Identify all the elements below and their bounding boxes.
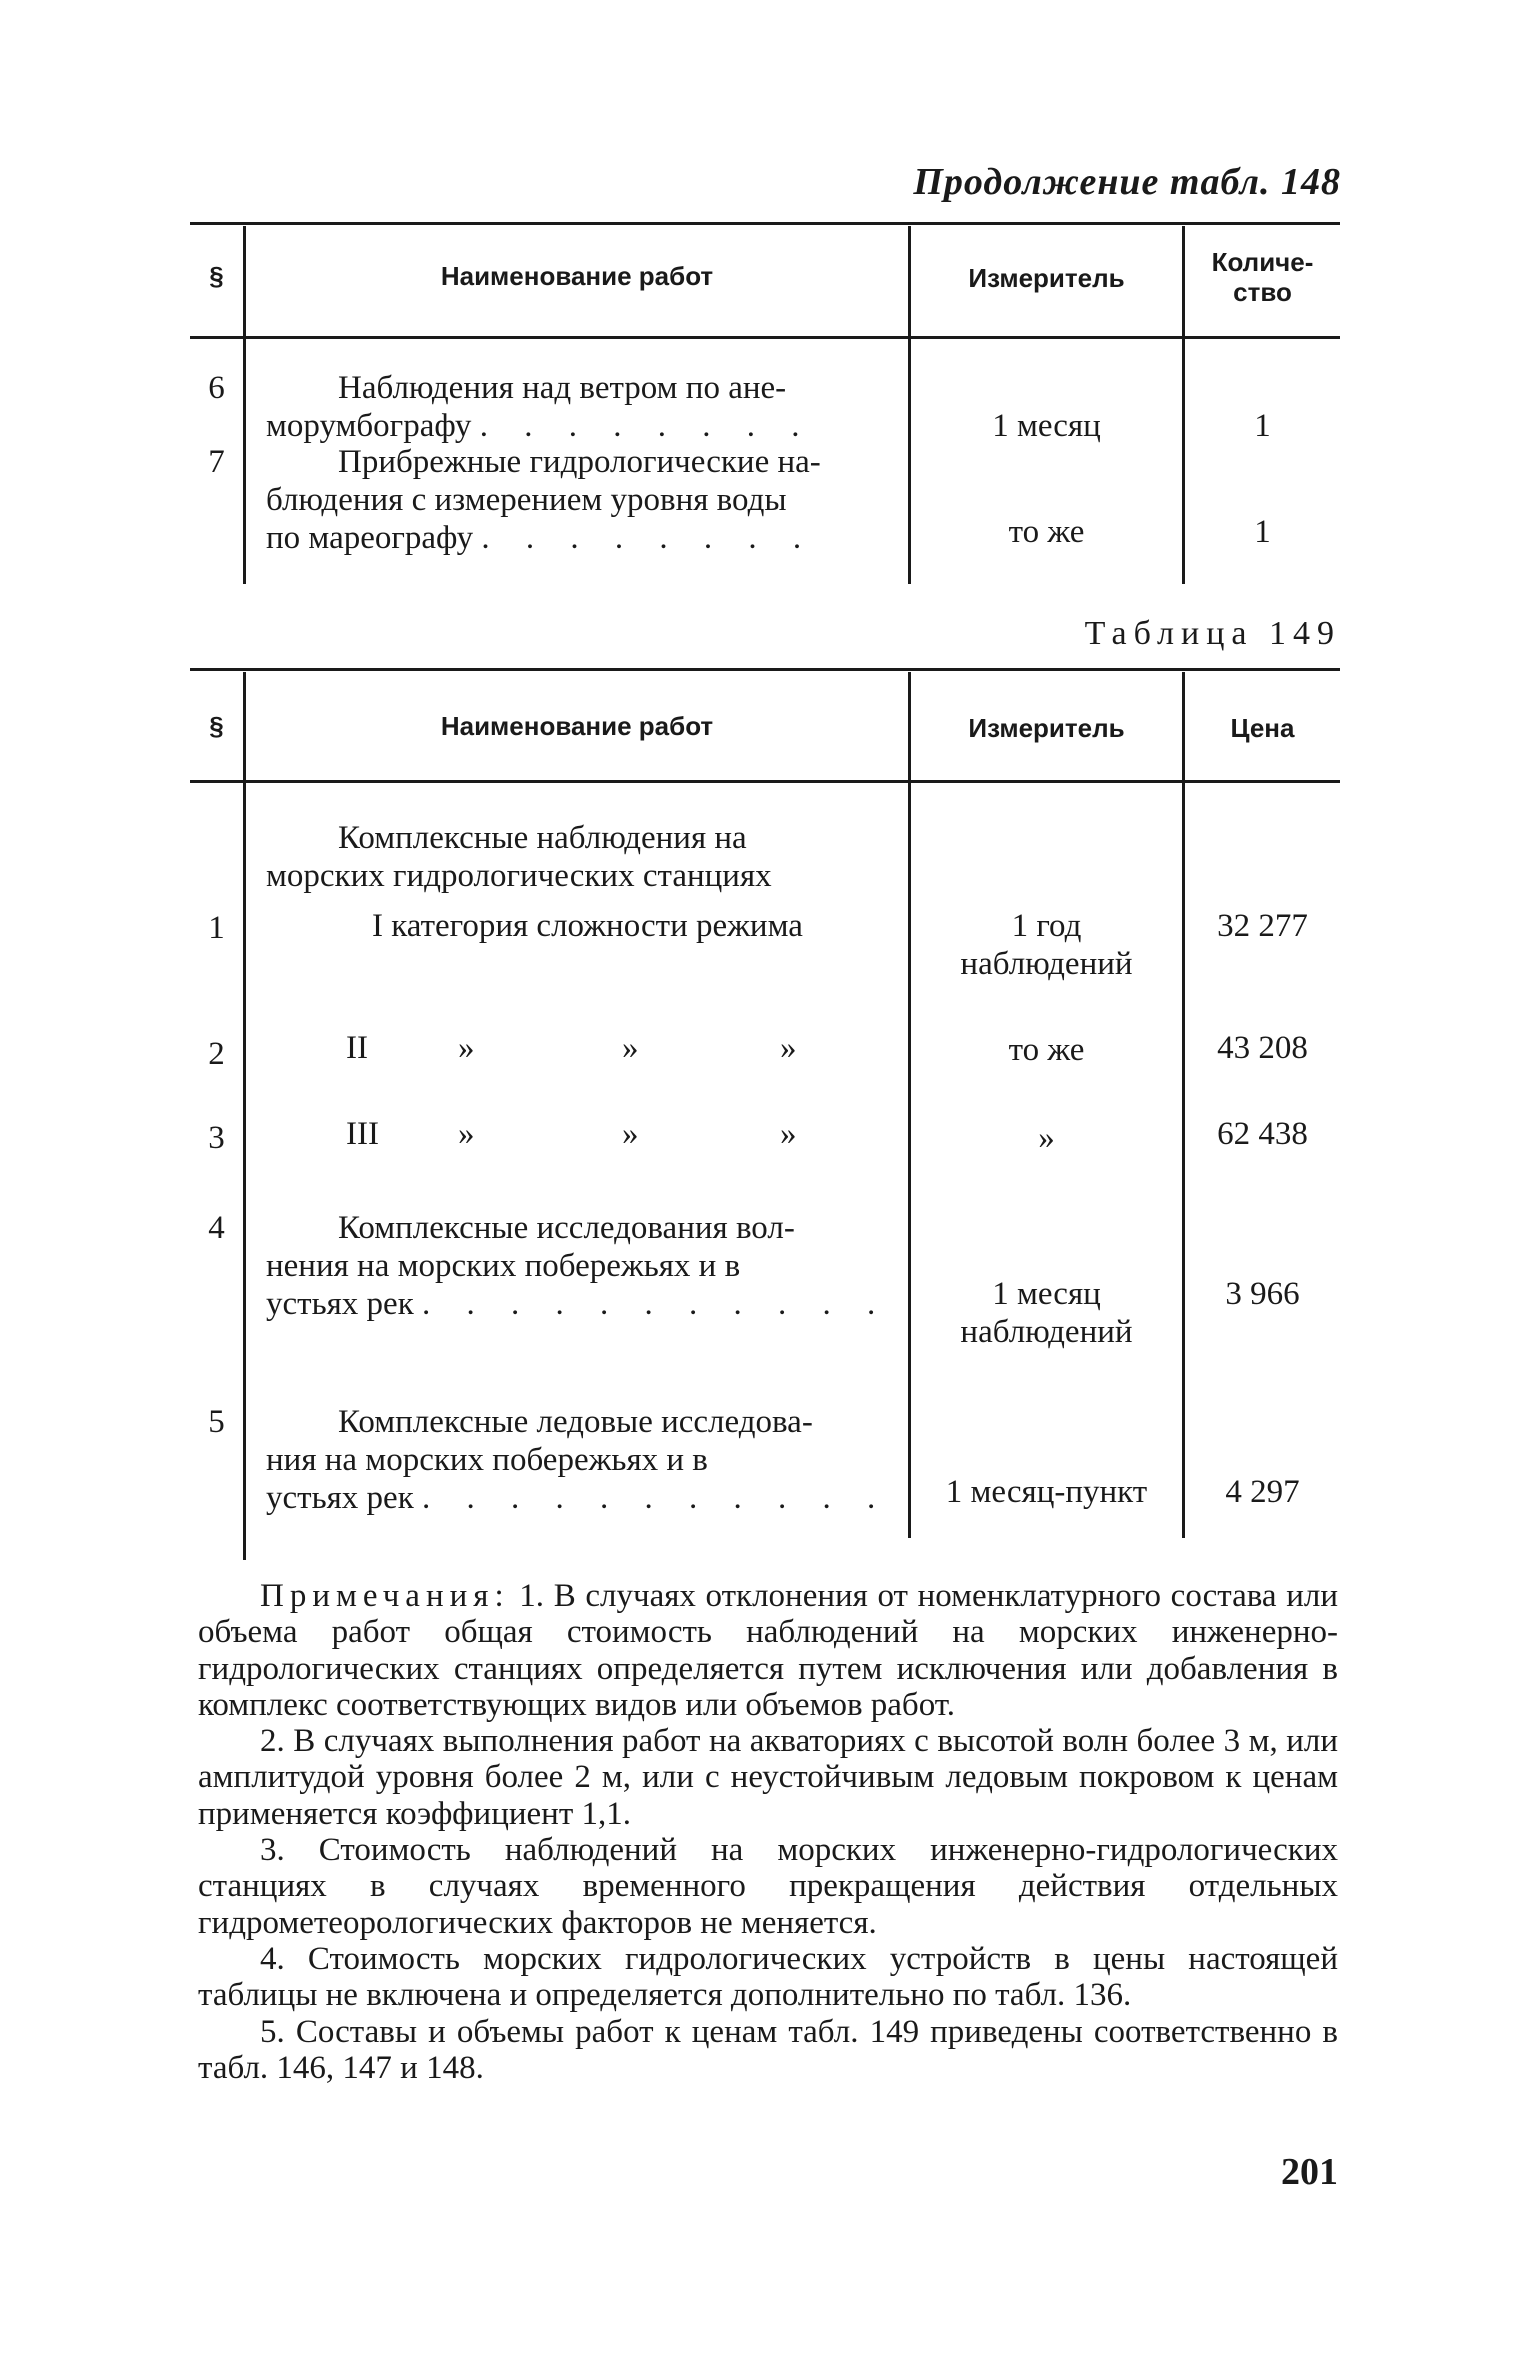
table-149-divider: [1182, 672, 1185, 1538]
row-name: I категория сложности режима: [372, 908, 803, 944]
table-149-divider: [243, 672, 246, 1560]
row-number: 6: [208, 370, 225, 406]
ditto-mark: »: [622, 1030, 639, 1066]
row-price: 32 277: [1217, 908, 1308, 944]
notes-section: [198, 1578, 1338, 2086]
row-number: 2: [208, 1036, 225, 1072]
ditto-mark: »: [458, 1030, 475, 1066]
table-149-top-rule: [190, 668, 1340, 671]
row-price: 4 297: [1225, 1474, 1300, 1510]
header-unit: Измеритель: [968, 713, 1125, 743]
row-unit: то же: [1008, 514, 1085, 550]
header-section: §: [209, 711, 224, 741]
row-name: Прибрежные гидрологические на- блюдения с измерением уровня воды по мареографу . . . . . . . .: [266, 444, 821, 556]
note-2: 2. В случаях выполнения работ на акваториях с высотой волн более 3 м, или амплитудой уровня более 2 м, или с неустойчивым ледовым покровом к ценам применяется коэффициент 1,1.: [198, 1723, 1338, 1832]
header-name: Наименование работ: [440, 261, 714, 291]
header-quantity: Количе- ство: [1211, 247, 1314, 307]
row-number: 5: [208, 1404, 225, 1440]
row-price: 43 208: [1217, 1030, 1308, 1066]
ditto-mark: »: [622, 1116, 639, 1152]
row-price: 62 438: [1217, 1116, 1308, 1152]
row-number: 4: [208, 1210, 225, 1246]
note-1: 1. В случаях отклонения от номенклатурного состава или объема работ общая стоимость наблюдений на морских инженерно-гидрологических станциях определяется путем исключения или добавления в комплекс соответствующих видов или объемов работ.: [198, 1578, 1338, 1723]
row-number: 1: [208, 910, 225, 946]
table-148-top-rule: [190, 222, 1340, 225]
row-name: Наблюдения над ветром по ане- морумбографу . . . . . . . .: [266, 370, 814, 444]
row-unit: 1 месяц наблюдений: [960, 1276, 1133, 1350]
row-quantity: 1: [1254, 408, 1271, 444]
header-section: §: [209, 261, 224, 291]
note-5: 5. Составы и объемы работ к ценам табл. 149 приведены соответственно в табл. 146, 147 и 148.: [198, 2013, 1338, 2086]
table-148-caption: Продолжение табл. 148: [913, 161, 1341, 203]
ditto-mark: »: [780, 1030, 797, 1066]
header-name: Наименование работ: [440, 711, 714, 741]
row-number: 3: [208, 1120, 225, 1156]
row-unit: то же: [1008, 1032, 1085, 1068]
group-title: Комплексные наблюдения на морских гидрологических станциях: [266, 820, 772, 894]
row-unit: »: [1038, 1120, 1055, 1156]
row-name: III: [346, 1116, 379, 1152]
row-price: 3 966: [1225, 1276, 1300, 1312]
row-name: II: [346, 1030, 368, 1066]
row-unit: 1 месяц: [992, 408, 1101, 444]
row-name: Комплексные ледовые исследова- ния на морских побережьях и в устьях рек . . . . . . . . . . .: [266, 1404, 890, 1516]
row-name: Комплексные исследования вол- нения на морских побережьях и в устьях рек . . . . . . . . . . .: [266, 1210, 890, 1322]
note-3: 3. Стоимость наблюдений на морских инженерно-гидрологических станциях в случаях временного прекращения действия отдельных гидрометеорологических факторов не меняется.: [198, 1832, 1338, 1941]
ditto-mark: »: [780, 1116, 797, 1152]
row-quantity: 1: [1254, 514, 1271, 550]
notes-label: Примечания:: [260, 1578, 510, 1614]
row-number: 7: [208, 444, 225, 480]
table-149-divider: [908, 672, 911, 1538]
ditto-mark: »: [458, 1116, 475, 1152]
table-148-header-rule: [190, 336, 1340, 339]
page-number: 201: [1281, 2151, 1338, 2193]
row-unit: 1 год наблюдений: [960, 908, 1133, 982]
row-unit: 1 месяц-пункт: [945, 1474, 1148, 1510]
table-149-header-rule: [190, 780, 1340, 783]
header-unit: Измеритель: [968, 263, 1125, 293]
note-4: 4. Стоимость морских гидрологических устройств в цены настоящей таблицы не включена и определяется дополнительно по табл. 136.: [198, 1940, 1338, 2014]
header-price: Цена: [1230, 713, 1295, 743]
table-149-caption: Таблица 149: [1084, 615, 1341, 652]
